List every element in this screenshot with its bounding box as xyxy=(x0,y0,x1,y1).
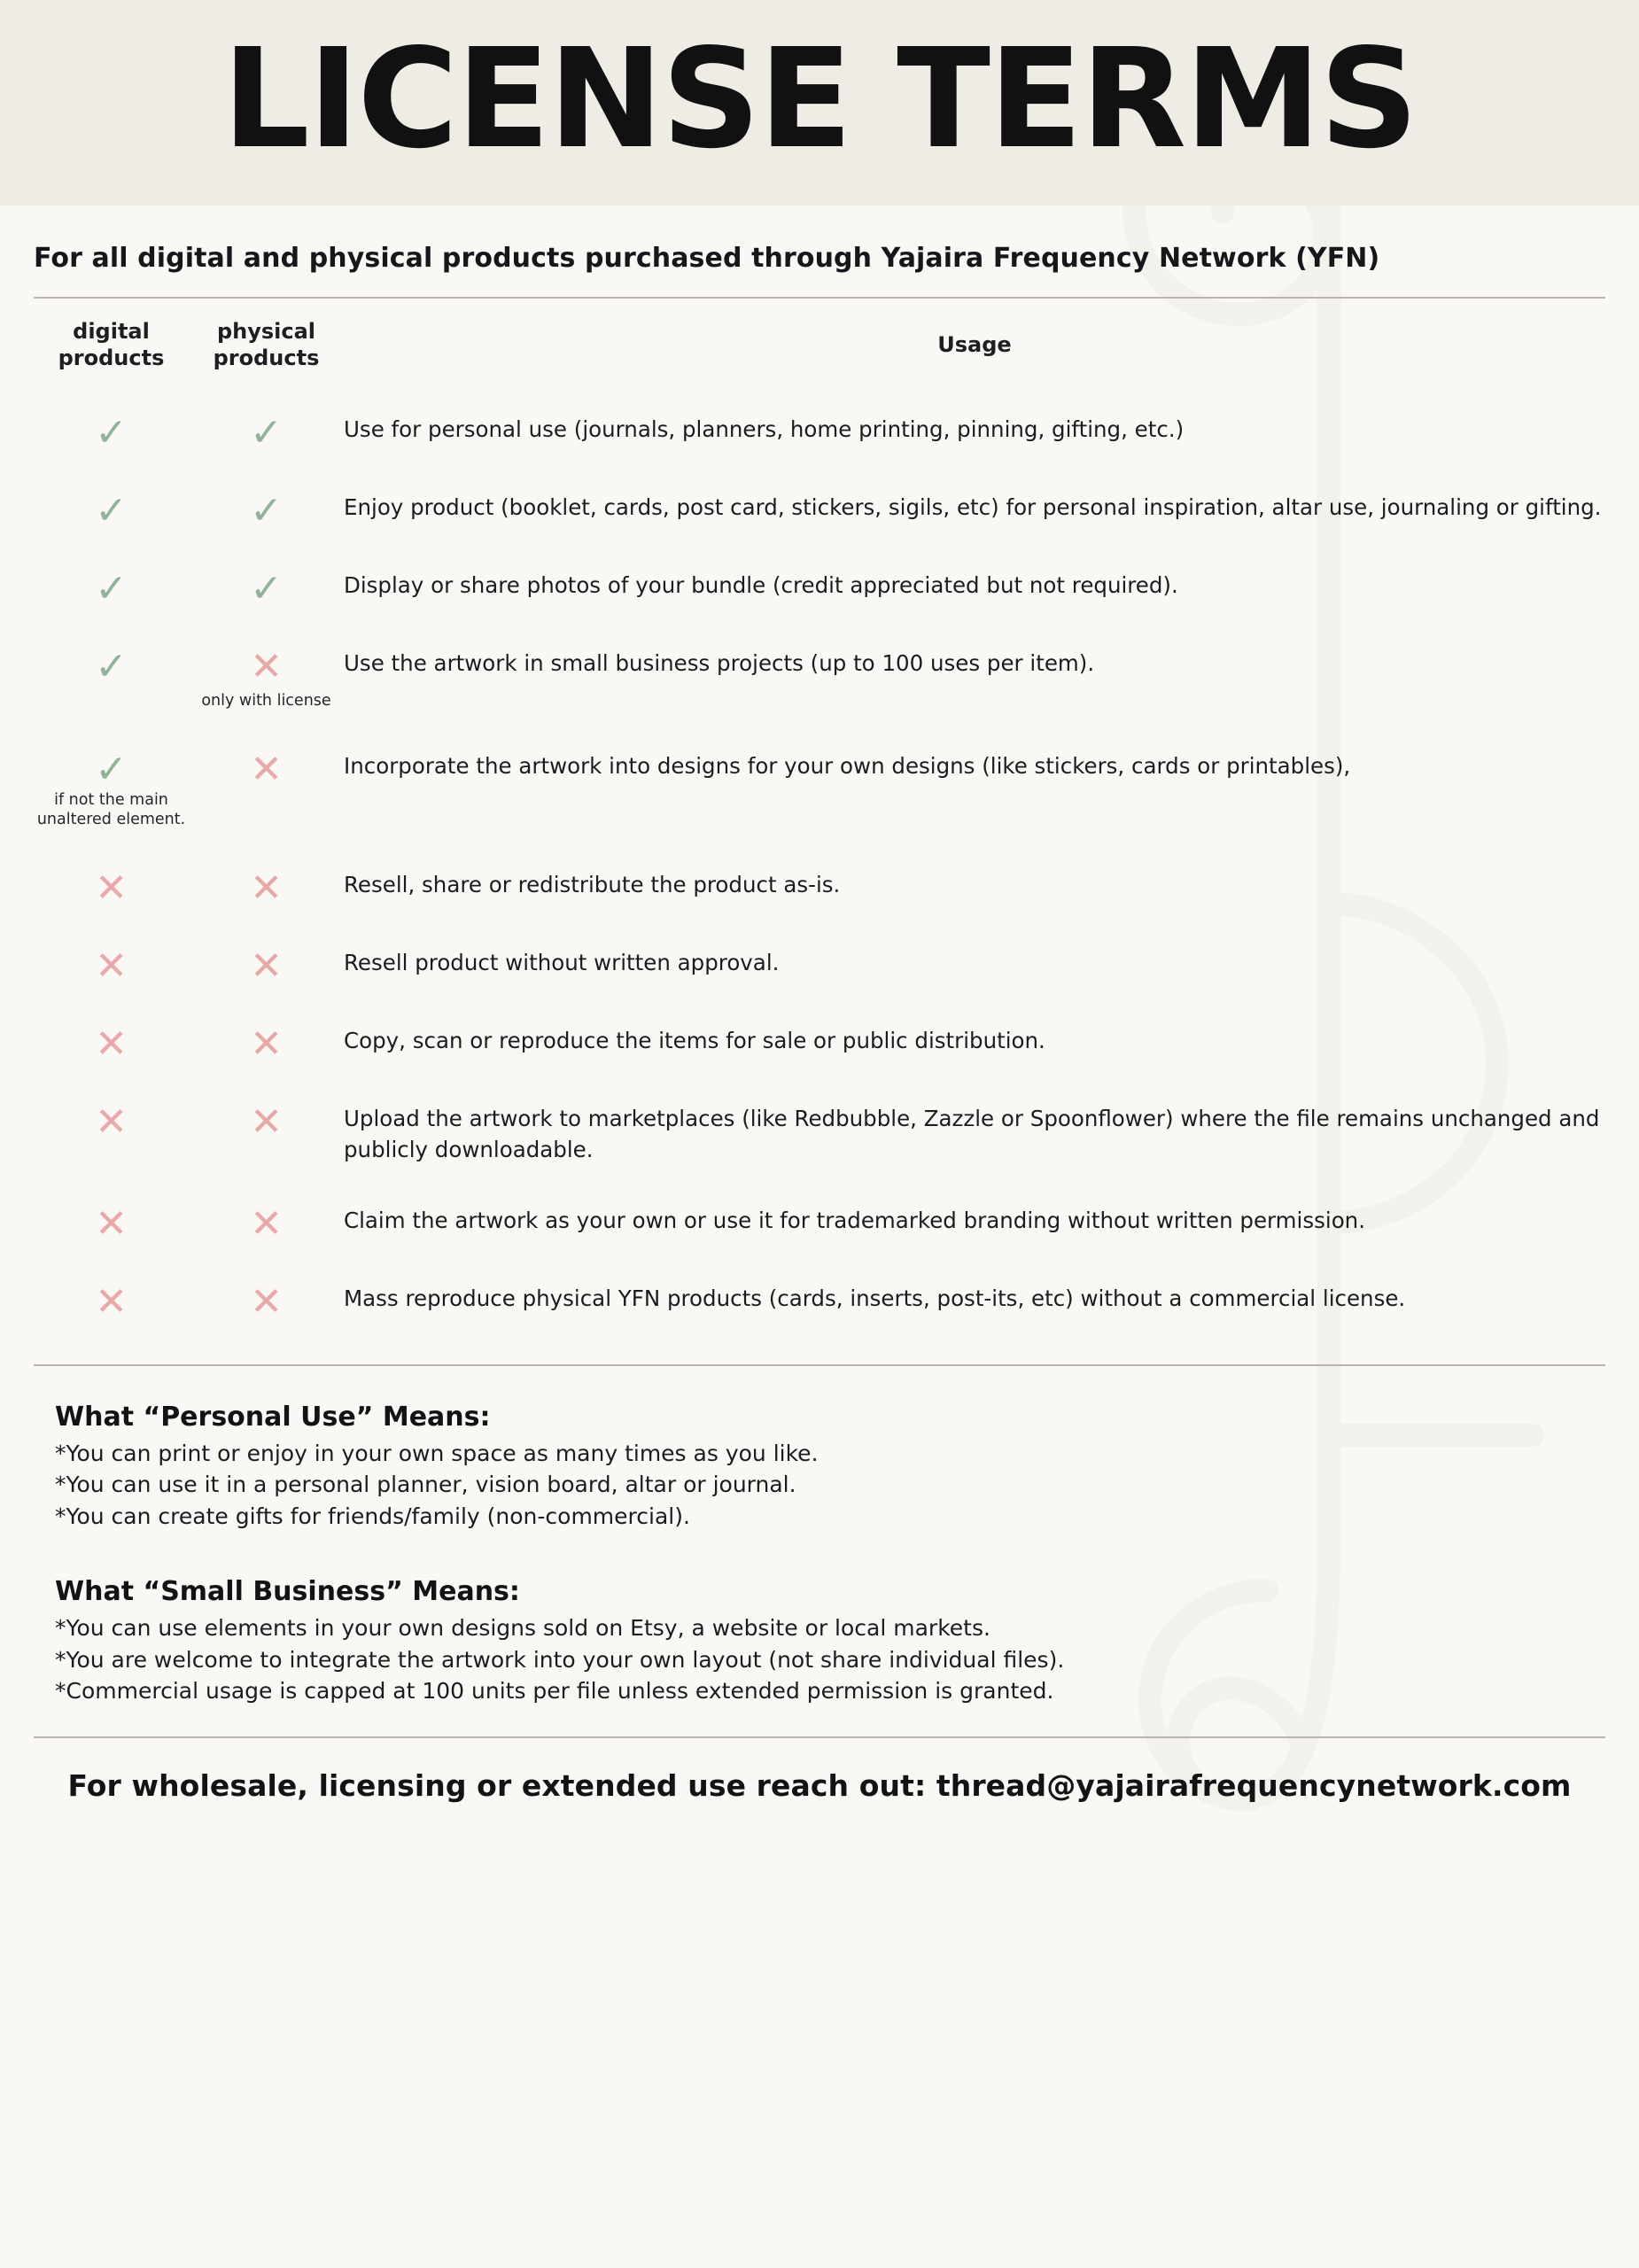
table-row xyxy=(34,394,1605,472)
cell-physical-mark xyxy=(189,731,344,850)
cell-physical-mark xyxy=(189,394,344,472)
table-header xyxy=(34,299,1605,394)
check-icon: ✓ xyxy=(250,410,283,455)
cell-usage-text: Display or share photos of your bundle (credit appreciated but not required). xyxy=(344,572,1178,598)
check-icon: ✓ xyxy=(95,746,128,792)
cell-physical-mark xyxy=(189,1263,344,1341)
section-title: What “Personal Use” Means: xyxy=(55,1401,491,1433)
header-band xyxy=(0,0,1639,206)
cell-physical-mark xyxy=(189,628,344,731)
cross-icon: ✕ xyxy=(95,1099,128,1145)
cell-usage-text: Upload the artwork to marketplaces (like Redbubble, Zazzle or Spoonflower) where the file remains unchanged and publicly downloadable. xyxy=(344,1105,1600,1163)
cell-digital-mark xyxy=(34,731,189,850)
cell-usage-text: Use for personal use (journals, planners, home printing, pinning, gifting, etc.) xyxy=(344,416,1185,442)
check-icon: ✓ xyxy=(95,488,128,533)
table-row xyxy=(34,928,1605,1006)
table-row xyxy=(34,731,1605,850)
section-title: What “Small Business” Means: xyxy=(55,1576,520,1608)
column-header-physical xyxy=(189,299,344,394)
check-icon: ✓ xyxy=(95,410,128,455)
page-title: LICENSE TERMS xyxy=(221,18,1418,179)
check-icon: ✓ xyxy=(250,566,283,611)
cell-digital-mark xyxy=(34,394,189,472)
cell-physical-mark xyxy=(189,550,344,628)
section-gap xyxy=(34,1534,1605,1564)
cross-icon: ✕ xyxy=(250,865,283,911)
column-header-usage xyxy=(344,299,1605,394)
section-line: *You can use it in a personal planner, vision board, altar or journal. xyxy=(55,1472,796,1498)
page-subtitle: For all digital and physical products purchased through Yajaira Frequency Network (YFN) xyxy=(34,243,1380,274)
cell-digital-mark xyxy=(34,628,189,731)
table-row xyxy=(34,550,1605,628)
table-row xyxy=(34,850,1605,928)
section-line: *You are welcome to integrate the artwork into your own layout (not share individual files). xyxy=(55,1646,1065,1673)
cross-icon: ✕ xyxy=(95,1021,128,1067)
cell-usage-text: Resell product without written approval. xyxy=(344,949,780,975)
cell-usage-text: Use the artwork in small business projects (up to 100 uses per item). xyxy=(344,650,1095,676)
cell-usage-text: Claim the artwork as your own or use it for trademarked branding without written permission. xyxy=(344,1207,1365,1233)
cell-usage-text: Enjoy product (booklet, cards, post card, stickers, sigils, etc) for personal inspiration, altar use, journaling or gifting. xyxy=(344,494,1602,520)
cell-usage-text: Mass reproduce physical YFN products (cards, inserts, post-its, etc) without a commercial license. xyxy=(344,1285,1406,1311)
cell-digital-mark xyxy=(34,1185,189,1263)
cell-physical-mark xyxy=(189,1084,344,1185)
section-line: *You can use elements in your own designs sold on Etsy, a website or local markets. xyxy=(55,1615,990,1642)
table-row xyxy=(34,1185,1605,1263)
cell-physical-mark xyxy=(189,928,344,1006)
cell-digital-mark xyxy=(34,850,189,928)
explainer-sections xyxy=(34,1366,1605,1706)
cell-digital-mark xyxy=(34,1006,189,1084)
cross-icon: ✕ xyxy=(250,1021,283,1067)
column-header-physical-line2: products xyxy=(213,346,320,370)
table-body xyxy=(34,394,1605,1341)
cell-digital-mark xyxy=(34,550,189,628)
table-row xyxy=(34,1263,1605,1341)
license-table xyxy=(34,299,1605,1341)
table-row xyxy=(34,1084,1605,1185)
cross-icon: ✕ xyxy=(95,1200,128,1247)
footer-contact: For wholesale, licensing or extended use reach out: thread@yajairafrequencynetwork.com xyxy=(67,1767,1572,1803)
cell-usage-text: Copy, scan or reproduce the items for sale or public distribution. xyxy=(344,1027,1045,1053)
column-header-digital-line2: products xyxy=(58,346,165,370)
section-line: *You can print or enjoy in your own space as many times as you like. xyxy=(55,1440,819,1466)
check-icon: ✓ xyxy=(95,566,128,611)
cell-digital-mark xyxy=(34,928,189,1006)
cell-usage-text: Incorporate the artwork into designs for your own designs (like stickers, cards or printables), xyxy=(344,752,1351,779)
cell-digital-mark xyxy=(34,472,189,550)
cell-usage-text: Resell, share or redistribute the product as-is. xyxy=(344,871,841,897)
cross-icon: ✕ xyxy=(95,865,128,911)
column-header-digital-line1: digital xyxy=(73,319,150,344)
cell-note: if not the main unaltered element. xyxy=(36,790,186,828)
cross-icon: ✕ xyxy=(250,1278,283,1324)
column-header-digital xyxy=(34,299,189,394)
cell-digital-mark xyxy=(34,1263,189,1341)
check-icon: ✓ xyxy=(95,644,128,689)
column-header-physical-line1: physical xyxy=(216,319,316,344)
cell-digital-mark xyxy=(34,1084,189,1185)
table-row xyxy=(34,1006,1605,1084)
cell-physical-mark xyxy=(189,1185,344,1263)
table-row xyxy=(34,472,1605,550)
cross-icon: ✕ xyxy=(95,943,128,989)
check-icon: ✓ xyxy=(250,488,283,533)
cross-icon: ✕ xyxy=(250,1200,283,1247)
table-row xyxy=(34,628,1605,731)
section-line: *You can create gifts for friends/family (non-commercial). xyxy=(55,1503,690,1529)
cell-physical-mark xyxy=(189,472,344,550)
cross-icon: ✕ xyxy=(250,644,283,689)
cell-note: only with license xyxy=(201,692,331,710)
column-header-usage-label: Usage xyxy=(937,332,1012,357)
section-line: *Commercial usage is capped at 100 units per file unless extended permission is granted. xyxy=(55,1678,1054,1705)
cross-icon: ✕ xyxy=(250,746,283,792)
cross-icon: ✕ xyxy=(250,1099,283,1145)
cell-physical-mark xyxy=(189,850,344,928)
cross-icon: ✕ xyxy=(250,943,283,989)
cross-icon: ✕ xyxy=(95,1278,128,1324)
cell-physical-mark xyxy=(189,1006,344,1084)
